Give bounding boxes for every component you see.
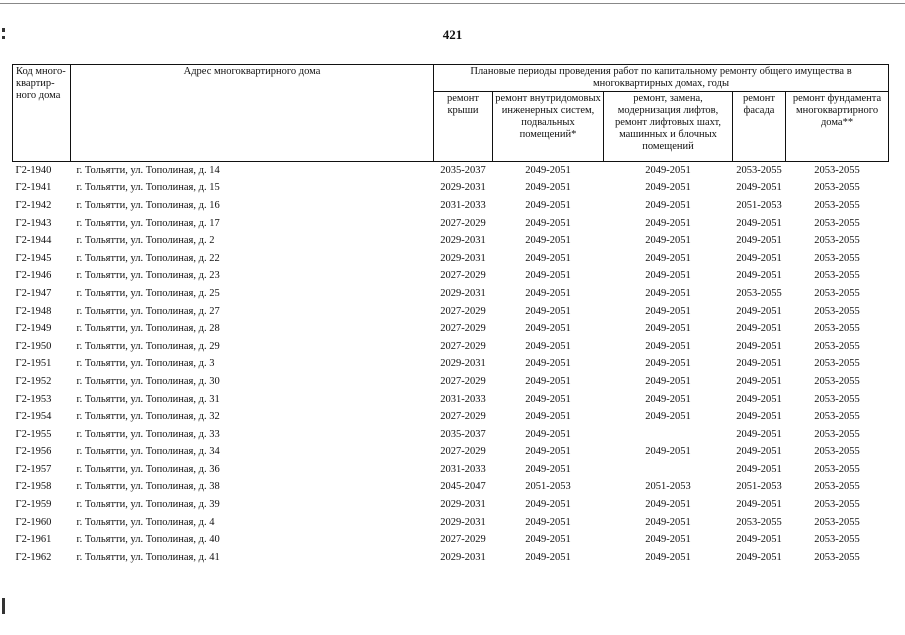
cell-roof: 2029-2031 (440, 235, 486, 247)
cell-code: Г2-1949 (15, 323, 52, 335)
cell-code: Г2-1941 (15, 182, 52, 194)
header-row (13, 65, 889, 92)
cell-systems: 2049-2051 (525, 182, 571, 194)
cell-foundation: 2053-2055 (814, 340, 860, 352)
cell-lifts: 2049-2051 (645, 305, 691, 317)
top-rule (0, 3, 905, 4)
cell-systems: 2049-2051 (525, 499, 571, 511)
cell-address: г. Тольятти, ул. Тополиная, д. 41 (76, 551, 220, 563)
cell-lifts: 2049-2051 (645, 499, 691, 511)
cell-roof: 2027-2029 (440, 305, 486, 317)
table-row (13, 373, 889, 391)
cell-lifts: 2049-2051 (645, 323, 691, 335)
cell-address: г. Тольятти, ул. Тополиная, д. 17 (76, 217, 220, 229)
cell-address: г. Тольятти, ул. Тополиная, д. 16 (76, 199, 220, 211)
cell-foundation: 2053-2055 (814, 428, 860, 440)
cell-systems: 2049-2051 (525, 411, 571, 423)
cell-facade: 2051-2053 (736, 199, 782, 211)
cell-facade: 2049-2051 (736, 340, 782, 352)
cell-systems: 2049-2051 (525, 375, 571, 387)
table-row (13, 232, 889, 250)
header-roof: ремонт крыши (434, 92, 493, 162)
table-row (13, 268, 889, 286)
cell-lifts: 2049-2051 (645, 252, 691, 264)
cell-code: Г2-1958 (15, 481, 52, 493)
cell-foundation: 2053-2055 (814, 182, 860, 194)
cell-roof: 2029-2031 (440, 182, 486, 194)
cell-foundation: 2053-2055 (814, 252, 860, 264)
cell-systems: 2049-2051 (525, 199, 571, 211)
cell-lifts: 2049-2051 (645, 287, 691, 299)
cell-lifts: 2049-2051 (645, 516, 691, 528)
table-row (13, 496, 889, 514)
cell-code: Г2-1951 (15, 358, 52, 370)
cell-code: Г2-1940 (15, 164, 52, 176)
cell-systems: 2049-2051 (525, 217, 571, 229)
cell-foundation: 2053-2055 (814, 287, 860, 299)
cell-address: г. Тольятти, ул. Тополиная, д. 25 (76, 287, 220, 299)
cell-systems: 2049-2051 (525, 340, 571, 352)
cell-roof: 2029-2031 (440, 287, 486, 299)
cell-lifts: 2049-2051 (645, 270, 691, 282)
cell-address: г. Тольятти, ул. Тополиная, д. 4 (76, 516, 215, 528)
cell-facade: 2049-2051 (736, 551, 782, 563)
cell-foundation: 2053-2055 (814, 516, 860, 528)
table-row (13, 479, 889, 497)
table-row (13, 408, 889, 426)
cell-code: Г2-1956 (15, 446, 52, 458)
table-row (13, 250, 889, 268)
cell-code: Г2-1947 (15, 287, 52, 299)
cell-address: г. Тольятти, ул. Тополиная, д. 3 (76, 358, 215, 370)
table-row (13, 162, 889, 180)
cell-code: Г2-1950 (15, 340, 52, 352)
table-row (13, 215, 889, 233)
cell-foundation: 2053-2055 (814, 235, 860, 247)
cell-code: Г2-1962 (15, 551, 52, 563)
cell-code: Г2-1961 (15, 534, 52, 546)
cell-address: г. Тольятти, ул. Тополиная, д. 31 (76, 393, 220, 405)
cell-foundation: 2053-2055 (814, 446, 860, 458)
cell-foundation: 2053-2055 (814, 217, 860, 229)
cell-roof: 2029-2031 (440, 516, 486, 528)
cell-systems: 2049-2051 (525, 323, 571, 335)
cell-systems: 2049-2051 (525, 164, 571, 176)
cell-lifts: 2049-2051 (645, 393, 691, 405)
cell-foundation: 2053-2055 (814, 551, 860, 563)
cell-foundation: 2053-2055 (814, 463, 860, 475)
cell-systems: 2049-2051 (525, 428, 571, 440)
cell-lifts: 2051-2053 (645, 481, 691, 493)
cell-code: Г2-1959 (15, 499, 52, 511)
cell-facade: 2049-2051 (736, 534, 782, 546)
header-periods: Плановые периоды проведения работ по капитальному ремонту общего имущества в многоквартирных домах, годы (434, 65, 889, 92)
cell-address: г. Тольятти, ул. Тополиная, д. 40 (76, 534, 220, 546)
cell-roof: 2029-2031 (440, 358, 486, 370)
cell-code: Г2-1943 (15, 217, 52, 229)
cell-code: Г2-1953 (15, 393, 52, 405)
cell-facade: 2049-2051 (736, 411, 782, 423)
cell-lifts: 2049-2051 (645, 358, 691, 370)
cell-foundation: 2053-2055 (814, 270, 860, 282)
cell-facade: 2053-2055 (736, 516, 782, 528)
cell-lifts: 2049-2051 (645, 534, 691, 546)
scan-mark (2, 598, 5, 614)
cell-facade: 2049-2051 (736, 375, 782, 387)
cell-roof: 2027-2029 (440, 375, 486, 387)
table-row (13, 356, 889, 374)
cell-lifts: 2049-2051 (645, 340, 691, 352)
cell-address: г. Тольятти, ул. Тополиная, д. 38 (76, 481, 220, 493)
cell-facade: 2049-2051 (736, 270, 782, 282)
cell-facade: 2049-2051 (736, 428, 782, 440)
cell-facade: 2049-2051 (736, 182, 782, 194)
header-code: Код много-квартир-ного дома (13, 65, 71, 162)
cell-roof: 2029-2031 (440, 551, 486, 563)
cell-facade: 2049-2051 (736, 499, 782, 511)
cell-lifts: 2049-2051 (645, 235, 691, 247)
table-row (13, 338, 889, 356)
cell-roof: 2029-2031 (440, 499, 486, 511)
cell-systems: 2049-2051 (525, 534, 571, 546)
cell-roof: 2027-2029 (440, 534, 486, 546)
cell-code: Г2-1945 (15, 252, 52, 264)
cell-roof: 2035-2037 (440, 428, 486, 440)
cell-lifts: 2049-2051 (645, 217, 691, 229)
header-lifts: ремонт, замена, модернизация лифтов, ремонт лифтовых шахт, машинных и блочных помещений (604, 92, 733, 162)
cell-foundation: 2053-2055 (814, 393, 860, 405)
table-row (13, 391, 889, 409)
cell-address: г. Тольятти, ул. Тополиная, д. 33 (76, 428, 220, 440)
cell-lifts: 2049-2051 (645, 164, 691, 176)
table-row (13, 320, 889, 338)
cell-roof: 2031-2033 (440, 393, 486, 405)
cell-facade: 2049-2051 (736, 323, 782, 335)
cell-systems: 2049-2051 (525, 252, 571, 264)
cell-address: г. Тольятти, ул. Тополиная, д. 36 (76, 463, 220, 475)
cell-lifts: 2049-2051 (645, 551, 691, 563)
cell-roof: 2029-2031 (440, 252, 486, 264)
table-row (13, 197, 889, 215)
cell-foundation: 2053-2055 (814, 164, 860, 176)
table-row (13, 549, 889, 567)
cell-roof: 2027-2029 (440, 340, 486, 352)
table-body (13, 162, 889, 567)
cell-roof: 2035-2037 (440, 164, 486, 176)
cell-systems: 2049-2051 (525, 358, 571, 370)
cell-foundation: 2053-2055 (814, 481, 860, 493)
cell-facade: 2049-2051 (736, 446, 782, 458)
cell-address: г. Тольятти, ул. Тополиная, д. 28 (76, 323, 220, 335)
cell-roof: 2031-2033 (440, 463, 486, 475)
table-row (13, 461, 889, 479)
header-facade: ремонт фасада (733, 92, 786, 162)
header-foundation: ремонт фундамента многоквартирного дома** (786, 92, 889, 162)
table-row (13, 444, 889, 462)
cell-facade: 2049-2051 (736, 463, 782, 475)
cell-lifts: 2049-2051 (645, 411, 691, 423)
cell-systems: 2049-2051 (525, 305, 571, 317)
cell-systems: 2049-2051 (525, 516, 571, 528)
cell-lifts: 2049-2051 (645, 446, 691, 458)
cell-foundation: 2053-2055 (814, 499, 860, 511)
cell-roof: 2027-2029 (440, 217, 486, 229)
header-systems: ремонт внутридомовых инженерных систем, подвальных помещений* (493, 92, 604, 162)
cell-foundation: 2053-2055 (814, 323, 860, 335)
cell-foundation: 2053-2055 (814, 199, 860, 211)
cell-foundation: 2053-2055 (814, 358, 860, 370)
cell-code: Г2-1948 (15, 305, 52, 317)
cell-address: г. Тольятти, ул. Тополиная, д. 32 (76, 411, 220, 423)
repair-schedule-table (12, 64, 889, 567)
header-address: Адрес многоквартирного дома (71, 65, 434, 162)
cell-facade: 2049-2051 (736, 358, 782, 370)
cell-systems: 2049-2051 (525, 446, 571, 458)
cell-code: Г2-1957 (15, 463, 52, 475)
cell-code: Г2-1944 (15, 235, 52, 247)
cell-address: г. Тольятти, ул. Тополиная, д. 27 (76, 305, 220, 317)
cell-facade: 2049-2051 (736, 217, 782, 229)
table-row (13, 303, 889, 321)
table-row (13, 180, 889, 198)
table-row (13, 514, 889, 532)
table-row (13, 531, 889, 549)
cell-lifts (604, 426, 733, 444)
cell-lifts: 2049-2051 (645, 375, 691, 387)
cell-systems: 2049-2051 (525, 287, 571, 299)
cell-lifts: 2049-2051 (645, 182, 691, 194)
cell-facade: 2049-2051 (736, 393, 782, 405)
cell-roof: 2045-2047 (440, 481, 486, 493)
cell-foundation: 2053-2055 (814, 411, 860, 423)
cell-lifts: 2049-2051 (645, 199, 691, 211)
table-row (13, 426, 889, 444)
cell-facade: 2049-2051 (736, 252, 782, 264)
cell-roof: 2031-2033 (440, 199, 486, 211)
cell-foundation: 2053-2055 (814, 534, 860, 546)
cell-systems: 2049-2051 (525, 463, 571, 475)
cell-roof: 2027-2029 (440, 446, 486, 458)
cell-systems: 2049-2051 (525, 393, 571, 405)
cell-foundation: 2053-2055 (814, 375, 860, 387)
cell-code: Г2-1952 (15, 375, 52, 387)
cell-facade: 2053-2055 (736, 287, 782, 299)
cell-address: г. Тольятти, ул. Тополиная, д. 2 (76, 235, 215, 247)
cell-lifts (604, 461, 733, 479)
cell-code: Г2-1954 (15, 411, 52, 423)
cell-facade: 2051-2053 (736, 481, 782, 493)
cell-address: г. Тольятти, ул. Тополиная, д. 30 (76, 375, 220, 387)
cell-code: Г2-1955 (15, 428, 52, 440)
cell-address: г. Тольятти, ул. Тополиная, д. 34 (76, 446, 220, 458)
cell-facade: 2049-2051 (736, 235, 782, 247)
cell-address: г. Тольятти, ул. Тополиная, д. 14 (76, 164, 220, 176)
table-row (13, 285, 889, 303)
cell-foundation: 2053-2055 (814, 305, 860, 317)
cell-roof: 2027-2029 (440, 323, 486, 335)
cell-roof: 2027-2029 (440, 411, 486, 423)
cell-systems: 2049-2051 (525, 270, 571, 282)
cell-roof: 2027-2029 (440, 270, 486, 282)
cell-facade: 2053-2055 (736, 164, 782, 176)
cell-systems: 2049-2051 (525, 235, 571, 247)
cell-facade: 2049-2051 (736, 305, 782, 317)
cell-address: г. Тольятти, ул. Тополиная, д. 29 (76, 340, 220, 352)
cell-code: Г2-1960 (15, 516, 52, 528)
cell-systems: 2049-2051 (525, 551, 571, 563)
cell-address: г. Тольятти, ул. Тополиная, д. 22 (76, 252, 220, 264)
cell-address: г. Тольятти, ул. Тополиная, д. 15 (76, 182, 220, 194)
cell-systems: 2051-2053 (525, 481, 571, 493)
cell-code: Г2-1946 (15, 270, 52, 282)
cell-code: Г2-1942 (15, 199, 52, 211)
page-number: 421 (442, 27, 463, 42)
cell-address: г. Тольятти, ул. Тополиная, д. 39 (76, 499, 220, 511)
cell-address: г. Тольятти, ул. Тополиная, д. 23 (76, 270, 220, 282)
